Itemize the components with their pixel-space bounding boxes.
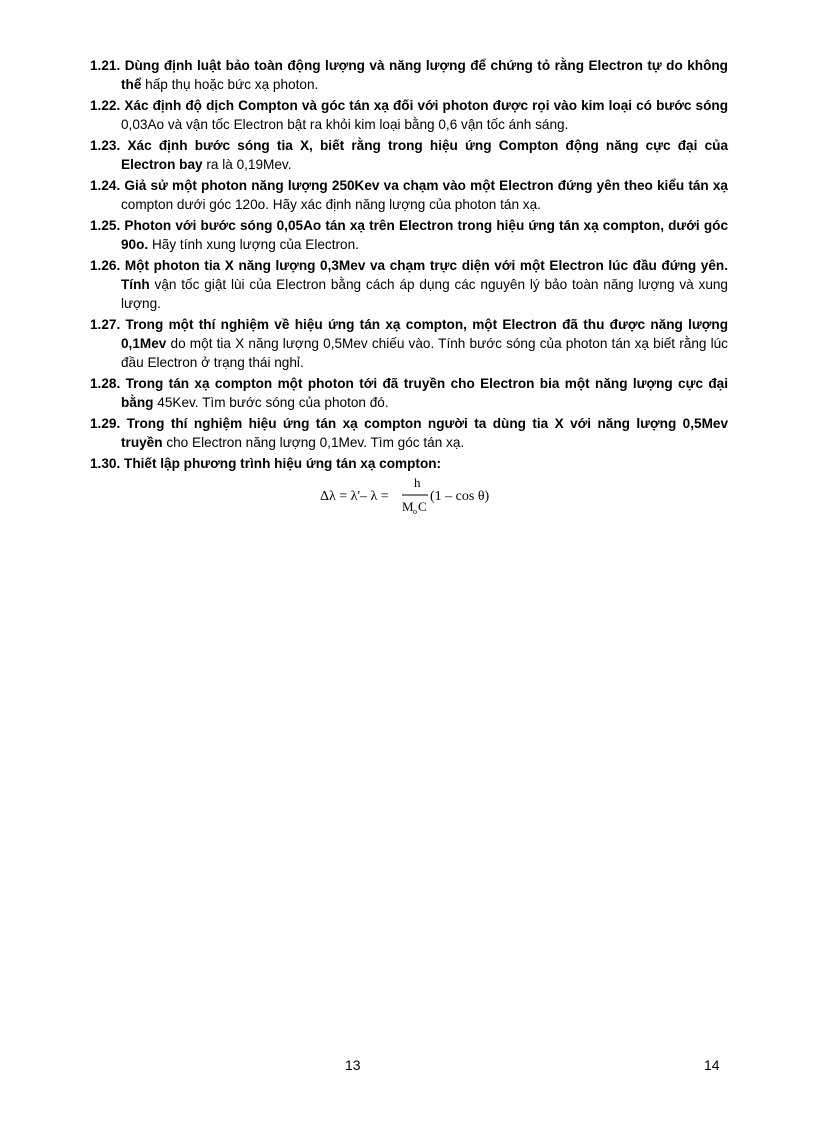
exercise-1-22 xyxy=(90,96,728,134)
exercise-bold-text: Trong một thí nghiệm về hiệu ứng tán xạ compton, một Electron đã thu được năng lượng 0,1Mev xyxy=(121,317,728,351)
exercise-text: compton dưới góc 120o. Hãy xác định năng lượng của photon tán xạ. xyxy=(121,197,541,212)
formula-lhs: Δλ = λ'– λ = xyxy=(320,489,389,504)
formula-numerator: h xyxy=(414,476,421,490)
exercise-bold-text: Photon với bước sóng 0,05Ao tán xạ trên Electron trong hiệu ứng tán xạ compton, dưới góc 90o. xyxy=(121,218,729,252)
exercise-number: 1.29. xyxy=(90,416,121,431)
exercise-1-24 xyxy=(90,176,728,214)
exercise-1-26 xyxy=(90,256,728,313)
exercise-bold-text: Trong thí nghiệm hiệu ứng tán xạ compton người ta dùng tia X với năng lượng 0,5Mev truyền xyxy=(121,416,729,450)
exercise-text: vận tốc giật lùi của Electron bằng cách áp dụng các nguyên lý bảo toàn năng lượng và xung lượng. xyxy=(121,277,728,311)
exercise-1-29 xyxy=(90,414,728,452)
page-number-left: 13 xyxy=(345,1057,361,1073)
exercise-text: ra là 0,19Mev. xyxy=(206,157,292,172)
exercise-bold-text: Giả sử một photon năng lượng 250Kev va chạm vào một Electron đứng yên theo kiểu tán xạ xyxy=(124,178,728,193)
exercise-number: 1.23. xyxy=(90,138,121,153)
exercise-1-28 xyxy=(90,374,728,412)
exercise-number: 1.30. xyxy=(90,456,121,471)
exercise-number: 1.24. xyxy=(90,178,121,193)
exercise-1-25 xyxy=(90,216,728,254)
exercise-bold-text: Thiết lập phương trình hiệu ứng tán xạ compton: xyxy=(124,456,442,471)
exercise-number: 1.25. xyxy=(90,218,121,233)
exercise-number: 1.21. xyxy=(90,58,121,73)
exercise-bold-text: Một photon tia X năng lượng 0,3Mev va chạm trực diện với một Electron lúc đầu đứng yên. Tính xyxy=(121,258,729,292)
exercise-text: Hãy tính xung lượng của Electron. xyxy=(151,237,359,252)
exercise-text: 45Kev. Tìm bước sóng của photon đó. xyxy=(157,395,389,410)
exercise-1-21 xyxy=(90,56,728,94)
exercise-bold-text: Dùng định luật bảo toàn động lượng và năng lượng để chứng tỏ rằng Electron tự do không thể xyxy=(121,58,728,92)
exercise-bold-text: Xác định độ dịch Compton và góc tán xạ đối với photon được rọi vào kim loại có bước sóng xyxy=(124,98,728,113)
exercise-1-23 xyxy=(90,136,728,174)
exercise-number: 1.27. xyxy=(90,317,121,332)
page-number-right: 14 xyxy=(704,1057,720,1073)
formula-rhs: (1 – cos θ) xyxy=(430,489,490,504)
exercise-bold-text: Trong tán xạ compton một photon tới đã truyền cho Electron bia một năng lượng cực đại bằng xyxy=(121,376,728,410)
exercise-bold-text: Xác định bước sóng tia X, biết rằng trong hiệu ứng Compton động năng cực đại của Electron bay xyxy=(121,138,729,172)
compton-formula xyxy=(318,476,518,516)
exercise-text: do một tia X năng lượng 0,5Mev chiếu vào. Tính bước sóng của photon tán xạ biết rằng lúc đầu Electron ở trạng thái nghỉ. xyxy=(121,336,728,370)
exercise-text: 0,03Ao và vận tốc Electron bật ra khỏi kim loại bằng 0,6 vận tốc ánh sáng. xyxy=(121,117,569,132)
exercise-1-27 xyxy=(90,315,728,372)
formula-denominator-tail: C xyxy=(418,499,427,514)
exercise-text: cho Electron năng lượng 0,1Mev. Tìm góc tán xạ. xyxy=(166,435,465,450)
exercise-list xyxy=(90,56,728,475)
exercise-number: 1.28. xyxy=(90,376,121,391)
exercise-number: 1.22. xyxy=(90,98,121,113)
formula-denominator-sub: o xyxy=(413,507,417,516)
exercise-text: hấp thụ hoặc bức xạ photon. xyxy=(145,77,319,92)
formula-denominator-main: M xyxy=(402,499,414,514)
exercise-number: 1.26. xyxy=(90,258,121,273)
exercise-1-30 xyxy=(90,454,728,473)
